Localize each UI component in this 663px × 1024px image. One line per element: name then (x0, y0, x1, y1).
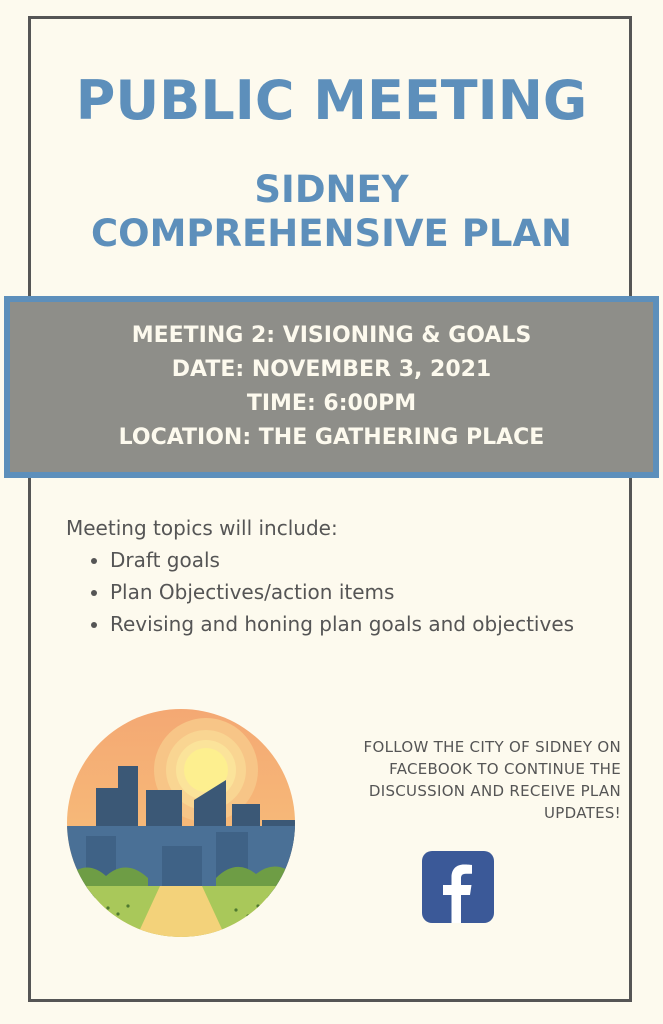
meeting-name: MEETING 2: VISIONING & GOALS (131, 323, 532, 348)
page-title: PUBLIC MEETING (75, 69, 588, 132)
meeting-location: LOCATION: THE GATHERING PLACE (118, 425, 545, 450)
plan-subtitle (0, 168, 663, 256)
facebook-icon[interactable] (422, 851, 494, 923)
city-skyline-icon (66, 708, 296, 938)
follow-facebook-text: FOLLOW THE CITY OF SIDNEY ON FACEBOOK TO CONTINUE THE DISCUSSION AND RECEIVE PLAN UPDATES! (363, 738, 621, 822)
subtitle-line-1: SIDNEY (254, 168, 409, 211)
meeting-details-banner (4, 296, 659, 478)
topics-intro: Meeting topics will include: (66, 516, 338, 540)
list-item: • Revising and honing plan goals and objectives (110, 608, 586, 640)
meeting-time: TIME: 6:00PM (246, 391, 417, 416)
list-item: • Draft goals (110, 544, 586, 576)
subtitle-line-2: COMPREHENSIVE PLAN (90, 212, 573, 255)
meeting-date: DATE: NOVEMBER 3, 2021 (171, 357, 492, 382)
list-item: • Plan Objectives/action items (110, 576, 586, 608)
meeting-topics (66, 512, 586, 640)
topics-list (66, 544, 586, 640)
